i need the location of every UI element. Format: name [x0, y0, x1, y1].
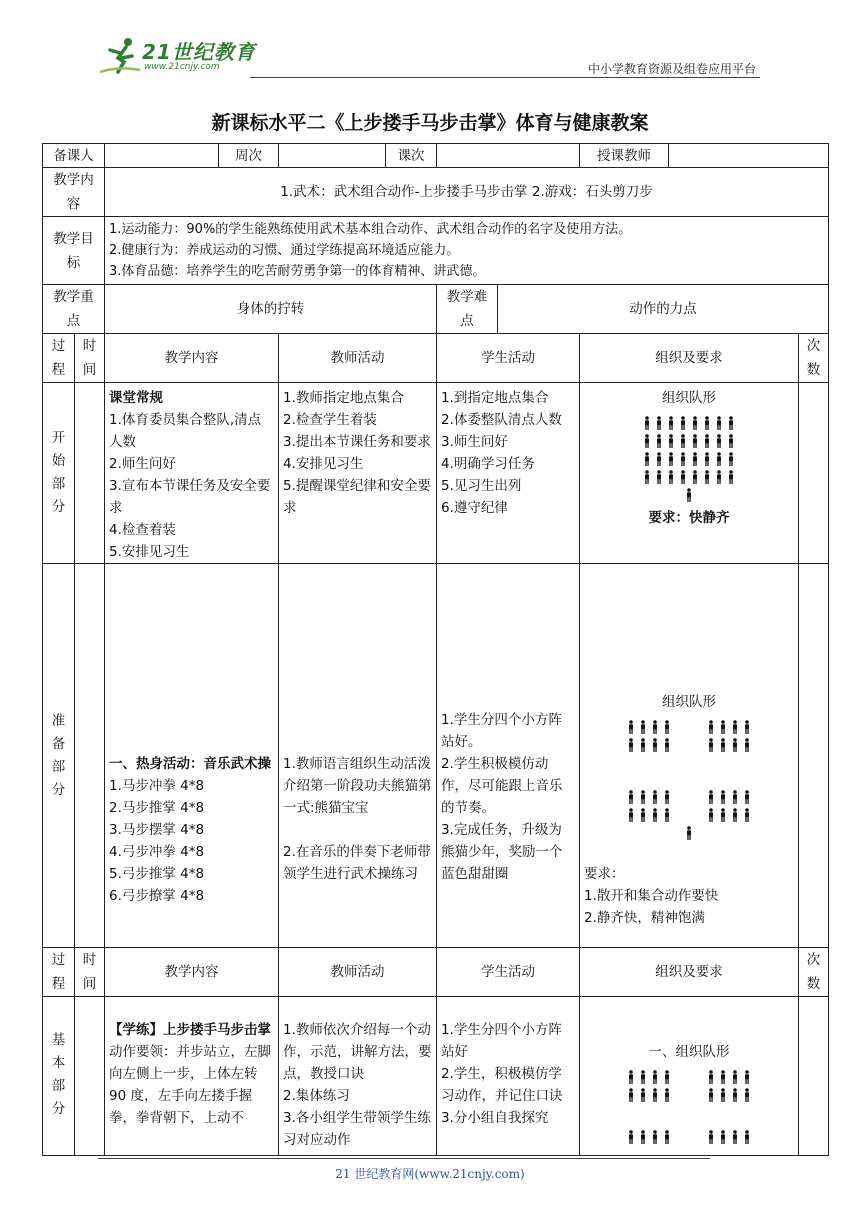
prep-count	[799, 564, 829, 948]
person-icon	[719, 1129, 727, 1143]
start-formation	[584, 415, 794, 501]
list-item: 3.提出本节课任务和要求	[283, 434, 431, 450]
basic-org	[580, 997, 799, 1156]
runner-logo-icon	[98, 36, 142, 76]
person-icon	[655, 433, 663, 447]
person-icon	[655, 469, 663, 483]
person-icon	[731, 1129, 739, 1143]
person-icon	[715, 469, 723, 483]
goal-item: 3.体育品德：培养学生的吃苦耐劳勇争第一的体育精神、讲武德。	[109, 264, 486, 279]
list-item: 4.安排见习生	[283, 456, 364, 472]
col-content: 教学内容	[105, 334, 279, 383]
person-icon	[691, 415, 699, 429]
person-icon	[663, 1069, 671, 1083]
key-label: 教学重点	[43, 285, 105, 334]
person-icon	[667, 451, 675, 465]
person-icon	[707, 807, 715, 821]
difficulty-value: 动作的力点	[498, 285, 829, 334]
list-item: 1.马步冲拳 4*8	[109, 778, 205, 794]
basic-time	[75, 997, 105, 1156]
goal-item: 2.健康行为：养成运动的习惯、通过学练提高环境适应能力。	[109, 243, 460, 258]
person-icon	[707, 1069, 715, 1083]
person-icon	[651, 1069, 659, 1083]
person-icon	[643, 433, 651, 447]
prep-org	[580, 564, 799, 948]
content-text: 1.武术：武术组合动作-上步搂手马步击掌 2.游戏：石头剪刀步	[105, 168, 829, 217]
start-teacher	[279, 383, 437, 564]
person-icon	[643, 415, 651, 429]
person-icon	[627, 1087, 635, 1101]
person-icon	[651, 807, 659, 821]
person-icon	[719, 719, 727, 733]
basic-section-row	[43, 997, 829, 1156]
person-icon	[627, 719, 635, 733]
logo	[98, 34, 258, 78]
goal-item: 1.运动能力：90%的学生能熟练使用武术基本组合动作、武术组合动作的名字及使用方法。	[109, 222, 632, 237]
list-item: 3.马步摆掌 4*8	[109, 822, 205, 838]
person-icon	[639, 1087, 647, 1101]
person-icon	[727, 451, 735, 465]
goals-label: 教学目标	[43, 217, 105, 285]
person-icon	[667, 433, 675, 447]
start-section-row	[43, 383, 829, 564]
person-icon	[643, 451, 651, 465]
difficulty-label: 教学难点	[437, 285, 498, 334]
content-row	[43, 168, 829, 217]
list-item: 1.体育委员集合整队,清点人数	[109, 412, 262, 450]
person-icon	[707, 1129, 715, 1143]
person-icon	[685, 825, 693, 839]
list-item: 2.学生，积极模仿学习动作，并记住口诀	[441, 1066, 563, 1104]
col-time: 时间	[75, 948, 105, 997]
person-icon	[703, 433, 711, 447]
list-item: 3.宣布本节课任务及安全要求	[109, 478, 271, 516]
person-icon	[651, 737, 659, 751]
person-icon	[627, 789, 635, 803]
prep-formation	[584, 719, 794, 839]
formation-row	[627, 1087, 751, 1101]
list-item: 2.检查学生着装	[283, 412, 377, 428]
footer-divider	[98, 1158, 710, 1159]
list-item: 2.静齐快，精神饱满	[584, 910, 705, 926]
basic-content	[105, 997, 279, 1156]
column-header-row-2	[43, 948, 829, 997]
lesson-plan-table	[42, 143, 829, 1156]
person-icon	[703, 469, 711, 483]
person-icon	[707, 789, 715, 803]
person-icon	[679, 433, 687, 447]
prep-content	[105, 564, 279, 948]
col-student: 学生活动	[437, 948, 580, 997]
list-item: 3.完成任务，升级为熊猫少年，奖励一个蓝色甜甜圈	[441, 822, 563, 882]
person-icon	[743, 737, 751, 751]
person-icon	[639, 719, 647, 733]
basic-student	[437, 997, 580, 1156]
person-icon	[651, 789, 659, 803]
person-icon	[627, 1069, 635, 1083]
person-icon	[663, 1129, 671, 1143]
person-icon	[691, 433, 699, 447]
basic-count	[799, 997, 829, 1156]
col-content: 教学内容	[105, 948, 279, 997]
list-item: 5.见习生出列	[441, 478, 522, 494]
list-item: 3.师生问好	[441, 434, 508, 450]
teacher-value	[669, 144, 829, 168]
col-teacher: 教师活动	[279, 334, 437, 383]
content-label: 教学内容	[43, 168, 105, 217]
person-icon	[715, 415, 723, 429]
page-title: 新课标水平二《上步搂手马步击掌》体育与健康教案	[211, 112, 649, 134]
person-icon	[651, 1087, 659, 1101]
person-icon	[719, 807, 727, 821]
list-item: 6.遵守纪律	[441, 500, 508, 516]
formation-row	[627, 789, 751, 803]
person-icon	[679, 415, 687, 429]
col-process: 过程	[43, 948, 75, 997]
start-student	[437, 383, 580, 564]
goals-list	[105, 217, 829, 285]
person-icon	[663, 1087, 671, 1101]
formation-row	[627, 807, 751, 821]
list-item: 2.集体练习	[283, 1088, 350, 1104]
person-icon	[731, 807, 739, 821]
person-icon	[719, 789, 727, 803]
basic-phase: 基本部分	[43, 997, 75, 1156]
list-item: 1.教师指定地点集合	[283, 390, 404, 406]
person-icon	[667, 469, 675, 483]
person-icon	[743, 1087, 751, 1101]
formation-row	[643, 433, 735, 447]
person-icon	[743, 789, 751, 803]
person-icon	[655, 451, 663, 465]
start-content-title: 课堂常规	[109, 390, 163, 406]
lesson-value	[437, 144, 580, 168]
col-time: 时间	[75, 334, 105, 383]
person-icon	[743, 719, 751, 733]
teacher-position	[685, 487, 693, 501]
week-value	[279, 144, 386, 168]
list-item: 4.检查着装	[109, 522, 176, 538]
goals-row	[43, 217, 829, 285]
lesson-label: 课次	[386, 144, 437, 168]
person-icon	[651, 1129, 659, 1143]
basic-content-title: 【学练】上步搂手马步击掌	[109, 1022, 271, 1038]
person-icon	[643, 469, 651, 483]
formation-row	[627, 719, 751, 733]
prep-teacher	[279, 564, 437, 948]
start-phase: 开始部分	[43, 383, 75, 564]
teacher-label: 授课教师	[580, 144, 669, 168]
info-row	[43, 144, 829, 168]
basic-content-text: 动作要领：并步站立，左脚向左侧上一步，上体左转 90 度，左手向左搂手握拳，拳背朝下，上动不	[109, 1044, 271, 1126]
start-org	[580, 383, 799, 564]
col-org: 组织及要求	[580, 334, 799, 383]
prep-time	[75, 564, 105, 948]
org-requirement: 要求：快静齐	[648, 510, 730, 526]
list-item: 5.提醒课堂纪律和安全要求	[283, 478, 431, 516]
person-icon	[731, 737, 739, 751]
logo-url: www.21cnjy.com	[144, 62, 220, 72]
person-icon	[727, 469, 735, 483]
person-icon	[731, 1069, 739, 1083]
person-icon	[707, 1087, 715, 1101]
person-icon	[743, 807, 751, 821]
person-icon	[663, 719, 671, 733]
org-req-label: 要求：	[584, 866, 625, 882]
key-points-row	[43, 285, 829, 334]
person-icon	[679, 451, 687, 465]
list-item: 1.学生分四个小方阵站好。	[441, 712, 562, 750]
list-item: 2.师生问好	[109, 456, 176, 472]
person-icon	[651, 719, 659, 733]
person-icon	[639, 807, 647, 821]
person-icon	[639, 1069, 647, 1083]
person-icon	[719, 1087, 727, 1101]
page-header	[0, 0, 860, 80]
list-item: 6.弓步撩掌 4*8	[109, 888, 205, 904]
person-icon	[707, 737, 715, 751]
formation-row	[627, 1069, 751, 1083]
person-icon	[719, 737, 727, 751]
list-item: 4.明确学习任务	[441, 456, 535, 472]
col-process: 过程	[43, 334, 75, 383]
list-item: 3.各小组学生带领学生练习对应动作	[283, 1110, 431, 1148]
basic-formation	[584, 1069, 794, 1143]
person-icon	[639, 1129, 647, 1143]
logo-text: 21世纪教育	[142, 40, 256, 64]
list-item: 1.散开和集合动作要快	[584, 888, 719, 904]
person-icon	[627, 737, 635, 751]
col-student: 学生活动	[437, 334, 580, 383]
preparer-value	[105, 144, 219, 168]
person-icon	[685, 487, 693, 501]
person-icon	[655, 415, 663, 429]
platform-name: 中小学教育资源及组卷应用平台	[587, 62, 756, 76]
preparer-label: 备课人	[43, 144, 105, 168]
header-divider	[250, 77, 760, 78]
start-time	[75, 383, 105, 564]
list-item: 1.到指定地点集合	[441, 390, 549, 406]
col-count: 次数	[799, 948, 829, 997]
week-label: 周次	[219, 144, 279, 168]
person-icon	[627, 807, 635, 821]
person-icon	[663, 789, 671, 803]
formation-row	[627, 737, 751, 751]
key-value: 身体的拧转	[105, 285, 437, 334]
col-teacher: 教师活动	[279, 948, 437, 997]
teacher-position	[685, 825, 693, 839]
list-item: 1.教师依次介绍每一个动作，示范，讲解方法，要点，教授口诀	[283, 1022, 432, 1082]
person-icon	[639, 789, 647, 803]
prep-content-title: 一、热身活动：音乐武术操	[109, 756, 271, 772]
list-item: 2.马步推掌 4*8	[109, 800, 205, 816]
person-icon	[663, 737, 671, 751]
col-org: 组织及要求	[580, 948, 799, 997]
list-item: 5.弓步推掌 4*8	[109, 866, 205, 882]
person-icon	[691, 451, 699, 465]
person-icon	[667, 415, 675, 429]
footer-text: 21 世纪教育网(www.21cnjy.com)	[335, 1167, 525, 1181]
person-icon	[727, 433, 735, 447]
prep-phase: 准备部分	[43, 564, 75, 948]
person-icon	[715, 451, 723, 465]
start-count	[799, 383, 829, 564]
list-item: 3.分小组自我探究	[441, 1110, 549, 1126]
person-icon	[707, 719, 715, 733]
person-icon	[691, 469, 699, 483]
person-icon	[679, 469, 687, 483]
person-icon	[731, 1087, 739, 1101]
list-item: 1.学生分四个小方阵站好	[441, 1022, 562, 1060]
person-icon	[727, 415, 735, 429]
basic-teacher	[279, 997, 437, 1156]
person-icon	[639, 737, 647, 751]
person-icon	[731, 719, 739, 733]
org-title: 一、组织队形	[648, 1044, 730, 1060]
list-item: 5.安排见习生	[109, 544, 190, 560]
list-item: 2.在音乐的伴奏下老师带领学生进行武术操练习	[283, 844, 431, 882]
list-item: 1.教师语言组织生动活泼介绍第一阶段功夫熊猫第一式:熊猫宝宝	[283, 756, 432, 816]
col-count: 次数	[799, 334, 829, 383]
person-icon	[715, 433, 723, 447]
person-icon	[703, 415, 711, 429]
formation-row	[627, 1129, 751, 1143]
formation-row	[643, 451, 735, 465]
list-item: 4.弓步冲拳 4*8	[109, 844, 205, 860]
org-title: 组织队形	[662, 390, 716, 406]
person-icon	[731, 789, 739, 803]
prep-section-row	[43, 564, 829, 948]
list-item: 2.学生积极模仿动作，尽可能跟上音乐的节奏。	[441, 756, 563, 816]
person-icon	[719, 1069, 727, 1083]
prep-student	[437, 564, 580, 948]
start-content	[105, 383, 279, 564]
person-icon	[743, 1129, 751, 1143]
person-icon	[743, 1069, 751, 1083]
person-icon	[703, 451, 711, 465]
list-item: 2.体委整队清点人数	[441, 412, 562, 428]
column-header-row	[43, 334, 829, 383]
formation-row	[643, 469, 735, 483]
person-icon	[663, 807, 671, 821]
formation-row	[643, 415, 735, 429]
org-title: 组织队形	[662, 694, 716, 710]
person-icon	[627, 1129, 635, 1143]
